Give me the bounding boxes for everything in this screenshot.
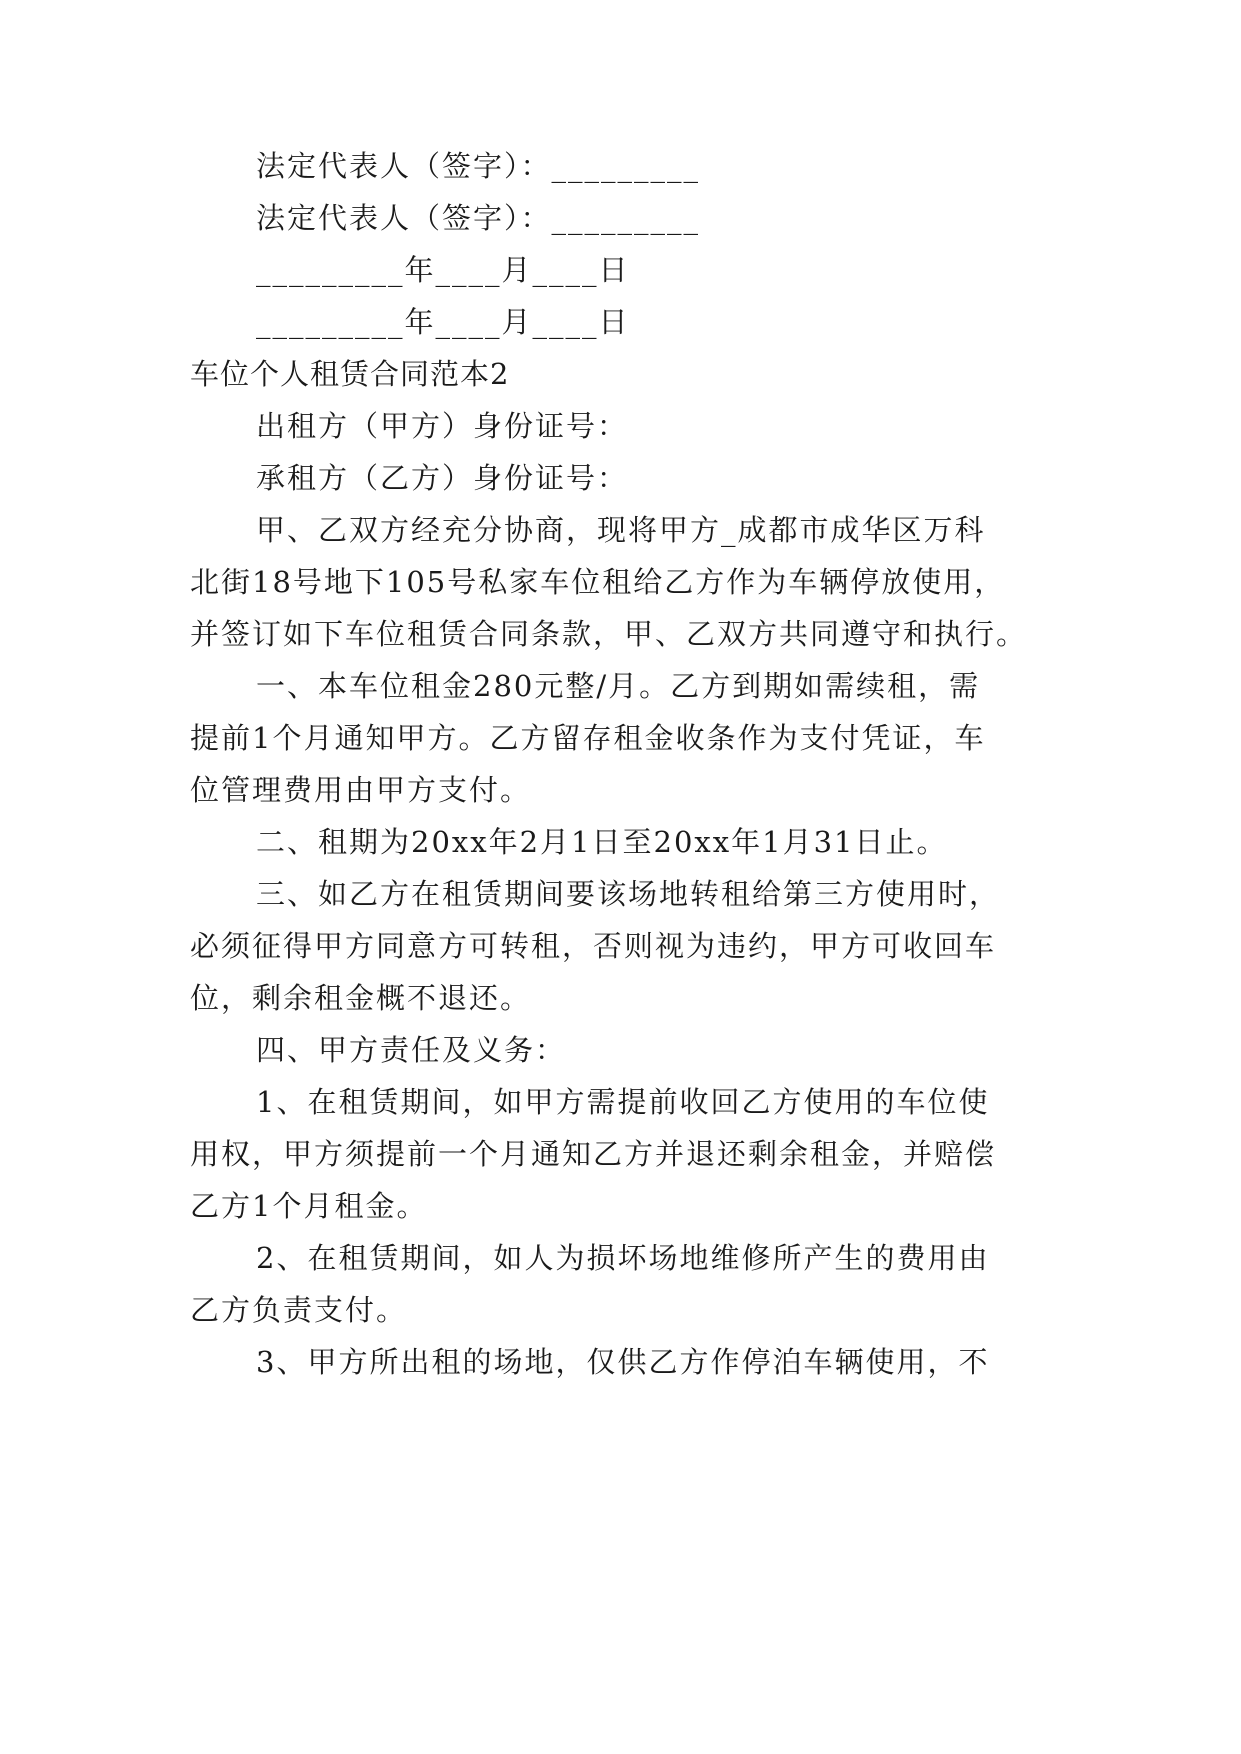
clause-2-line-1: 二、租期为20xx年2月1日至20xx年1月31日止。 [256,825,948,859]
item-1-line-2: 用权，甲方须提前一个月通知乙方并退还剩余租金，并赔偿 [190,1137,997,1171]
intro-paragraph-line-2: 北街18号地下105号私家车位租给乙方作为车辆停放使用， [190,565,1006,599]
intro-paragraph-line-3: 并签订如下车位租赁合同条款，甲、乙双方共同遵守和执行。 [190,617,1028,651]
clause-4-title: 四、甲方责任及义务： [256,1033,567,1067]
lessee-line: 承租方（乙方）身份证号： [256,461,629,495]
item-1-line-3: 乙方1个月租金。 [190,1189,428,1223]
signature-rep-line-2: 法定代表人（签字）：_________ [256,201,701,235]
clause-3-line-2: 必须征得甲方同意方可转租，否则视为违约，甲方可收回车 [190,929,997,963]
clause-1-line-3: 位管理费用由甲方支付。 [190,773,532,807]
signature-date-line-1: _________年____月____日 [256,253,630,287]
clause-1-line-2: 提前1个月通知甲方。乙方留存租金收条作为支付凭证，车 [190,721,986,755]
item-1-line-1: 1、在租赁期间，如甲方需提前收回乙方使用的车位使 [256,1085,990,1119]
section-title: 车位个人租赁合同范本2 [190,357,510,391]
signature-date-line-2: _________年____月____日 [256,305,630,339]
item-2-line-2: 乙方负责支付。 [190,1293,408,1327]
clause-3-line-3: 位，剩余租金概不退还。 [190,981,532,1015]
signature-rep-line-1: 法定代表人（签字）：_________ [256,149,701,183]
clause-1-line-1: 一、本车位租金280元整/月。乙方到期如需续租，需 [256,669,981,703]
lessor-line: 出租方（甲方）身份证号： [256,409,629,443]
intro-paragraph-line-1: 甲、乙双方经充分协商，现将甲方_成都市成华区万科 [256,513,986,547]
item-3-line-1: 3、甲方所出租的场地，仅供乙方作停泊车辆使用，不 [256,1345,990,1379]
clause-3-line-1: 三、如乙方在租赁期间要该场地转租给第三方使用时， [256,877,1001,911]
item-2-line-1: 2、在租赁期间，如人为损坏场地维修所产生的费用由 [256,1241,990,1275]
